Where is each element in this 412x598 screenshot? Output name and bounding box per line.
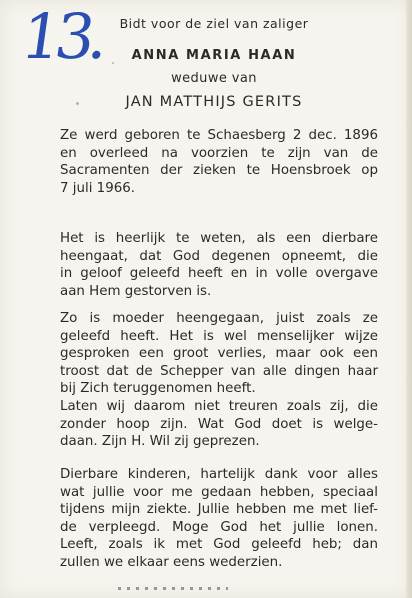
text-line: de verpleegd. Moge God het jullie lonen. (60, 519, 378, 535)
text-line: Ze werd geboren te Schaesberg 2 dec. 1896 (60, 128, 378, 143)
text-line: Dierbare kinderen, hartelijk dank voor alles (60, 467, 378, 482)
text-line: troost dat de Schepper van alle dingen haar (60, 363, 378, 379)
text-line: Laten wij daarom niet treuren zoals zij, die (60, 398, 378, 414)
deceased-name: ANNA MARIA HAAN (131, 48, 297, 63)
ornament-dots (118, 587, 228, 590)
paper-speck (76, 102, 79, 105)
text-line: 7 juli 1966. (60, 180, 136, 196)
paragraph-reflection (60, 230, 378, 300)
text-line: Sacramenten der zieken te Hoensbroek op (60, 163, 378, 179)
card-edge (406, 0, 412, 598)
text-line: en overleed na voorzien te zijn van de (60, 145, 378, 161)
text-line: zullen we elkaar eens wederzien. (60, 554, 283, 570)
spouse-name: JAN MATTHIJS GERITS (125, 94, 303, 110)
paragraph-mother (60, 310, 378, 451)
text-line: heengaat, dat God degenen opneemt, die (60, 248, 378, 264)
text-line: tijdens mijn ziekte. Jullie hebben me met lief- (60, 502, 378, 518)
paper-speck (112, 62, 114, 64)
intro-line: Bidt voor de ziel van zaliger (119, 16, 309, 31)
text-line: Zo is moeder heengegaan, juist zoals ze (60, 311, 378, 326)
text-line: bij Zich teruggenomen heeft. (60, 381, 256, 397)
paragraph-children (60, 466, 378, 572)
text-line: zonder hoop zijn. Wat God doet is welge- (60, 416, 378, 432)
text-line: geleefd heeft. Het is wel menselijker wijze (60, 328, 378, 344)
text-line: wat jullie voor me gedaan hebben, speciaal (60, 484, 378, 500)
text-line: gesproken een groot verlies, maar ook een (60, 346, 378, 362)
text-line: in geloof geleefd heeft en in volle overgave (60, 266, 378, 282)
relation-line: weduwe van (171, 71, 257, 86)
text-line: Leeft, zoals ik met God geleefd heb; dan (60, 537, 378, 553)
text-line: Het is heerlijk te weten, als een dierbare (60, 231, 378, 246)
text-line: daan. Zijn H. Wil zij geprezen. (60, 434, 260, 450)
text-line: aan Hem gestorven is. (60, 283, 212, 299)
paragraph-birth-death (60, 127, 378, 197)
handwritten-number: 13. (16, 0, 108, 73)
